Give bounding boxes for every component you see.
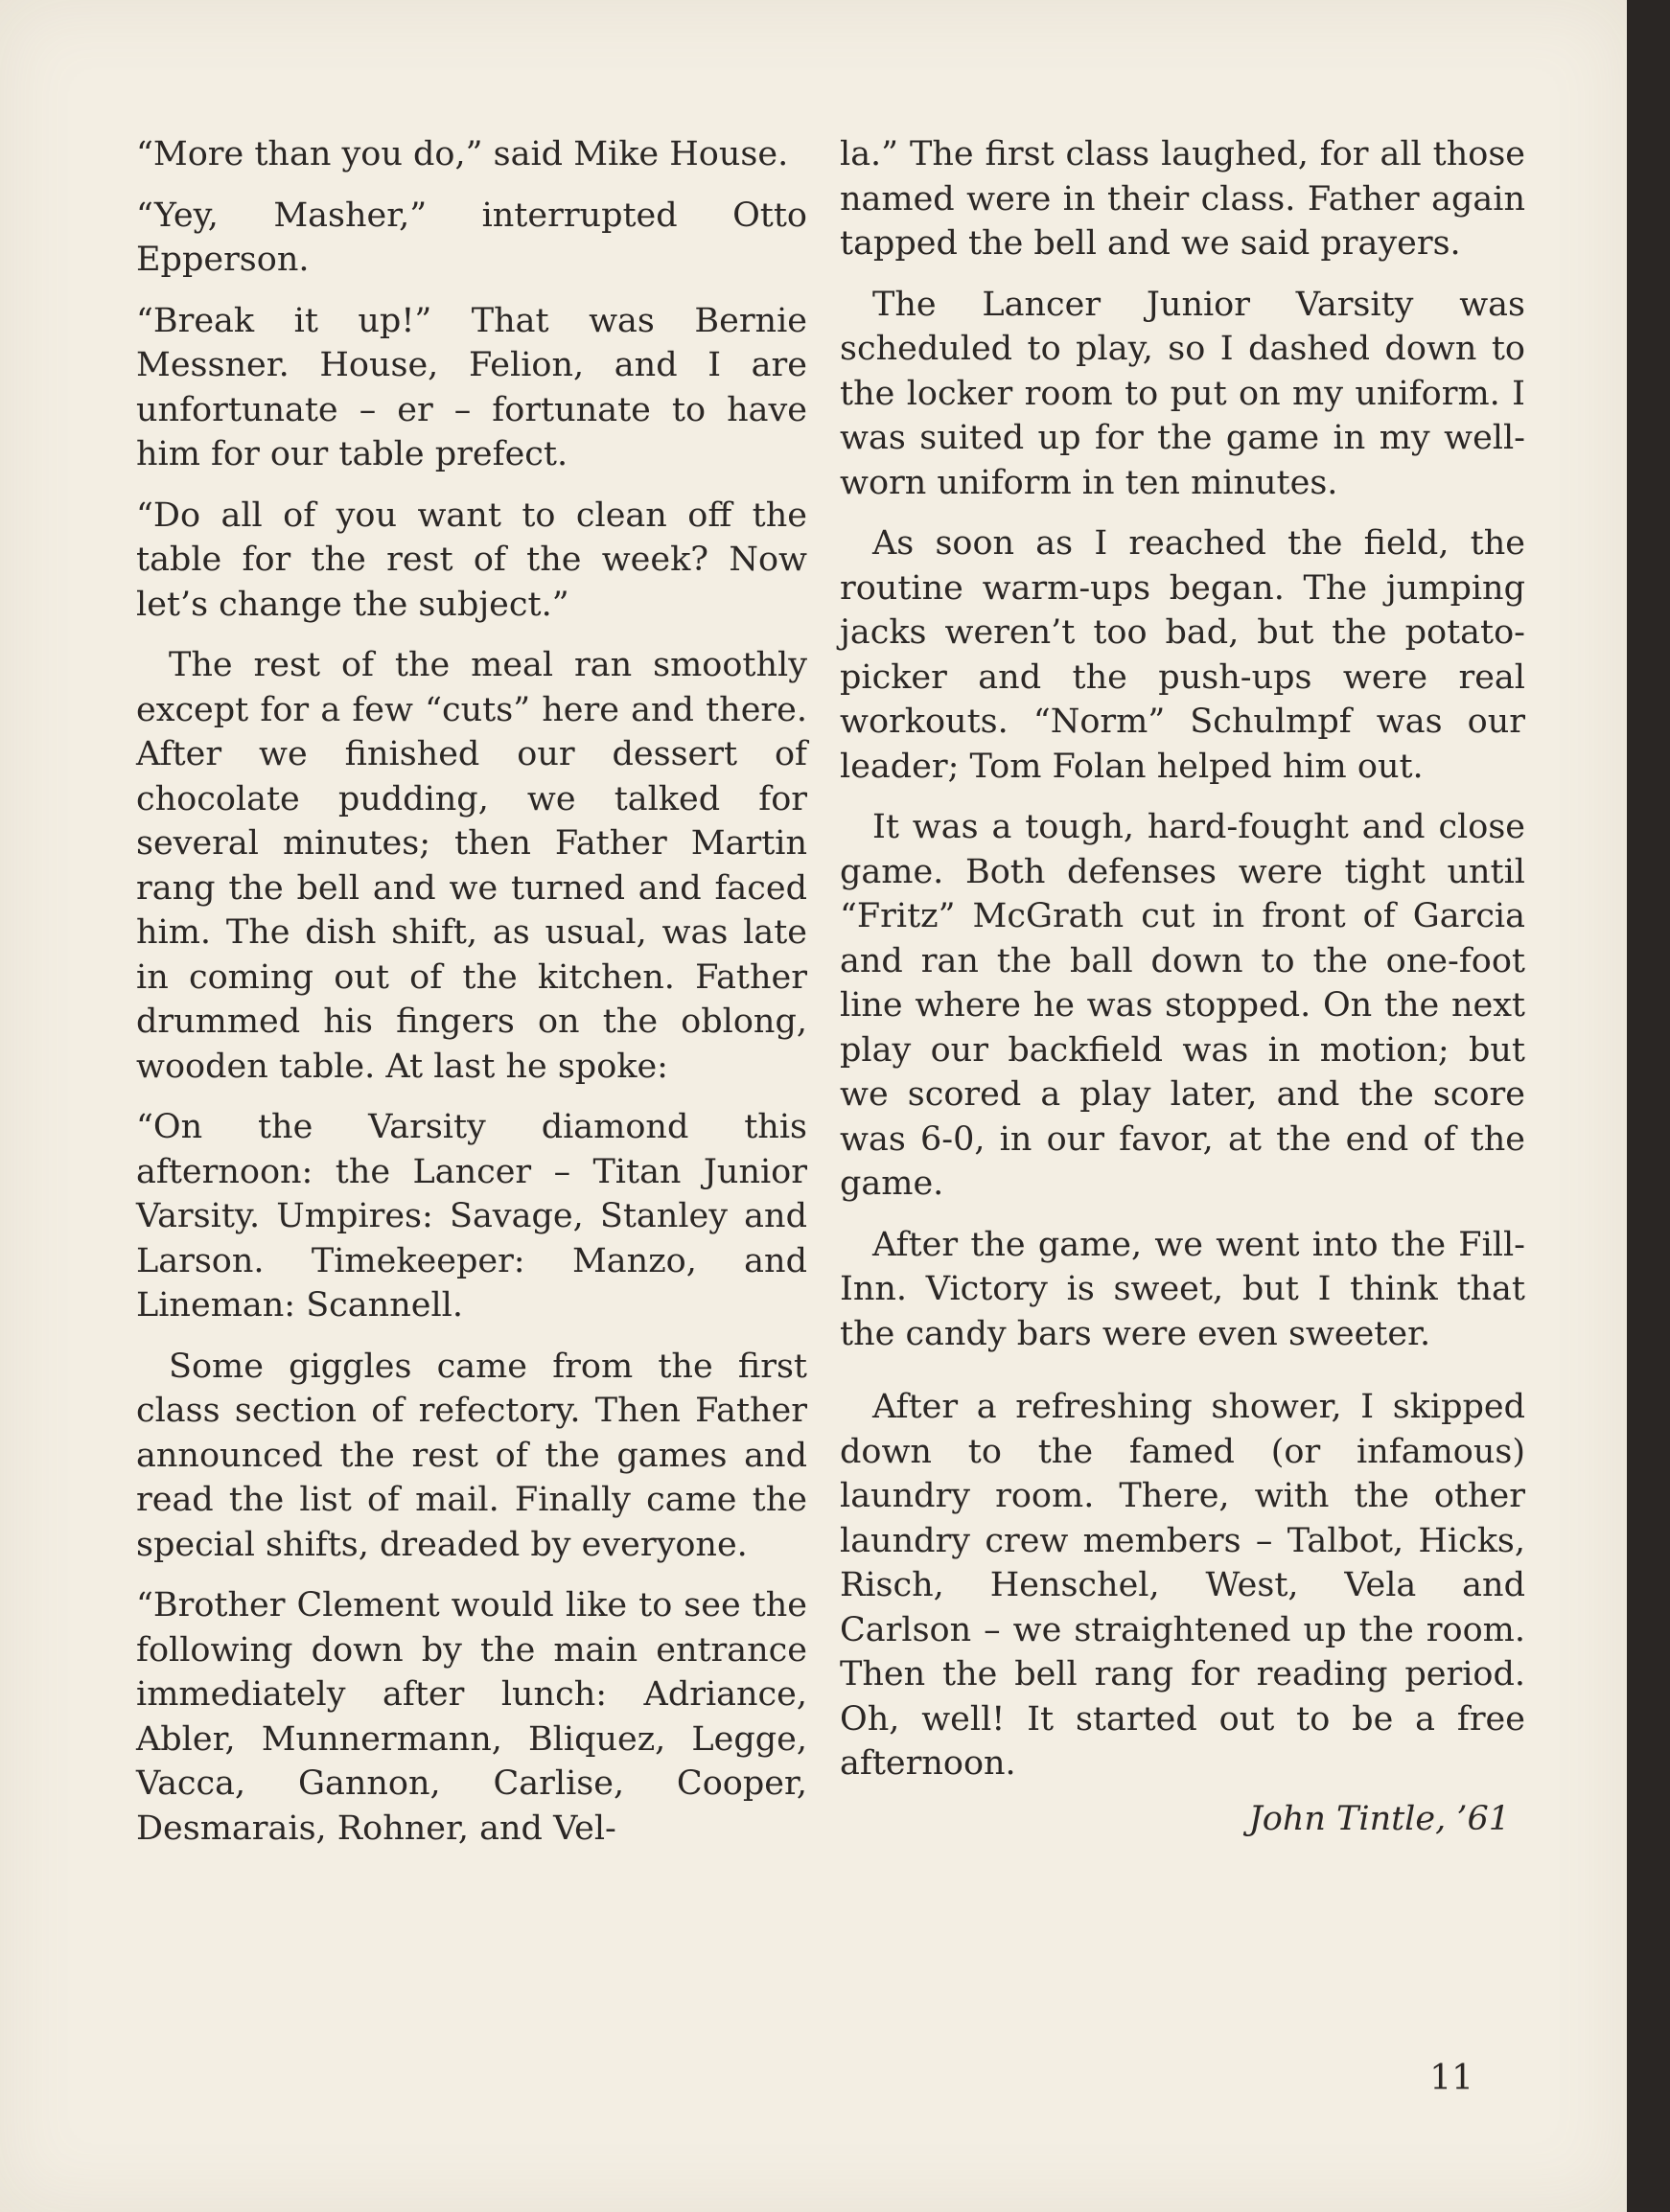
page-number: 11 xyxy=(1429,2059,1473,2098)
paragraph: As soon as I reached the field, the routine warm-ups began. The jumping jacks weren’t too bad, but the potato-picker and the push-ups were real workouts. “Norm” Schulmpf was our leader; Tom Folan helped him out. xyxy=(840,524,1525,786)
paragraph: After the game, we went into the Fill-Inn. Victory is sweet, but I think that the candy bars were even sweeter. xyxy=(840,1225,1525,1353)
left-column xyxy=(136,132,807,1867)
paragraph: It was a tough, hard-fought and close game. Both defenses were tight until “Fritz” McGrath cut in front of Garcia and ran the ball down to the one-foot line where he was stopped. On the next play our backfield was in motion; but we scored a play later, and the score was 6-0, in our favor, at the end of the game. xyxy=(840,808,1525,1203)
paragraph: “On the Varsity diamond this afternoon: the Lancer – Titan Junior Varsity. Umpires: Savage, Stanley and Larson. Timekeeper: Manzo, and Lineman: Scannell. xyxy=(136,1108,807,1325)
paragraph: “Yey, Masher,” interrupted Otto Epperson. xyxy=(136,196,807,279)
paragraph: After a refreshing shower, I skipped down to the famed (or infamous) laundry room. There, with the other laundry crew members – Talbot, Hicks, Risch, Henschel, West, Vela and Carlson – we straightened up the room. Then the bell rang for reading period. Oh, well! It started out to be a free afternoon. xyxy=(840,1388,1525,1783)
right-column xyxy=(840,132,1525,1857)
author-signature: John Tintle, ’61 xyxy=(1248,1799,1510,1838)
paragraph: “Break it up!” That was Bernie Messner. House, Felion, and I are unfortunate – er – fortunate to have him for our table prefect. xyxy=(136,301,807,473)
paragraph: la.” The first class laughed, for all those named were in their class. Father again tapped the bell and we said prayers. xyxy=(840,135,1525,263)
paragraph: “More than you do,” said Mike House. xyxy=(136,135,789,173)
paragraph: The rest of the meal ran smoothly except for a few “cuts” here and there. After we finished our dessert of chocolate pudding, we talked for several minutes; then Father Martin rang the bell and we turned and faced him. The dish shift, as usual, was late in coming out of the kitchen. Father drummed his fingers on the oblong, wooden table. At last he spoke: xyxy=(136,646,807,1086)
paragraph: Some giggles came from the first class section of refectory. Then Father announced the rest of the games and read the list of mail. Finally came the special shifts, dreaded by everyone. xyxy=(136,1347,807,1564)
paragraph: The Lancer Junior Varsity was scheduled to play, so I dashed down to the locker room to put on my uniform. I was suited up for the game in my well-worn uniform in ten minutes. xyxy=(840,285,1525,502)
binding-edge xyxy=(1627,0,1670,2212)
paragraph: “Do all of you want to clean off the table for the rest of the week? Now let’s change the subject.” xyxy=(136,495,807,624)
paragraph: “Brother Clement would like to see the following down by the main entrance immediately after lunch: Adriance, Abler, Munnermann, Bliquez, Legge, Vacca, Gannon, Carlise, Cooper, Desmarais, Rohner, and Vel- xyxy=(136,1586,807,1848)
